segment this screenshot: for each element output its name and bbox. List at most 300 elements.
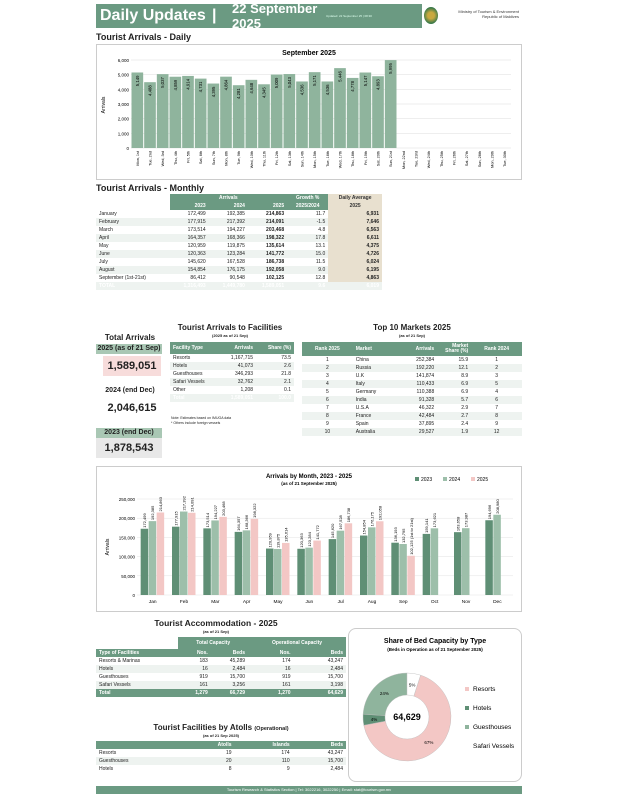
x-tick-label: Sep: [399, 600, 408, 605]
title-separator: |: [212, 7, 217, 24]
table-row-cell: 135,614: [266, 243, 285, 249]
legend-label: 2025: [477, 477, 489, 483]
table-row-cell: 2.9: [461, 405, 469, 411]
bar: [203, 528, 211, 595]
bar: [368, 527, 376, 595]
table-row-cell: U.K: [355, 373, 365, 379]
atolls-title-text: Tourist Facilities by Atolls: [153, 723, 253, 732]
table-row-cell: 102,125: [266, 275, 285, 281]
bar: [329, 539, 337, 595]
table-row-cell: 4,375: [328, 242, 382, 250]
data-label: 5,446: [337, 71, 343, 82]
y-tick-label: 0: [126, 146, 129, 151]
table-total-row-cell: 1,589,051: [248, 282, 287, 290]
y-axis-label: Arrivals: [101, 96, 107, 114]
table-row-cell: 3: [325, 373, 329, 379]
data-label: 4,395: [210, 86, 216, 98]
data-label: 141,772: [314, 525, 320, 540]
table-row: [302, 404, 522, 412]
table-row: [96, 749, 346, 757]
y-tick-label: 5,000: [117, 72, 129, 78]
bar: [376, 521, 384, 595]
data-label: 198,322: [252, 503, 258, 518]
table-row: [96, 665, 346, 673]
table-total-row-cell: 1,589,051: [219, 394, 256, 402]
table-row-cell: 1,167,715: [230, 355, 254, 361]
table-row-cell: 164,357: [170, 234, 209, 242]
legend-swatch: [465, 744, 469, 748]
x-tick-label: Dec: [493, 600, 502, 605]
facility-type-col: Type of Facilities: [96, 649, 178, 657]
data-label: 217,392: [181, 496, 187, 511]
bar: [345, 523, 353, 595]
table-total-row-cell: 1,449,780: [209, 282, 248, 290]
footer: Tourism Research & Statistics Section | Tel: 3022216, 3022250 | Email: stat@tourism.gov.mv: [96, 786, 522, 794]
market-header: Market: [353, 342, 397, 356]
table-total-row-cell: 100.0: [256, 394, 294, 402]
data-label: 4,731: [198, 81, 204, 93]
y-tick-label: 100,000: [118, 554, 135, 560]
data-label: 4,859: [172, 79, 178, 91]
x-tick-label: Mar: [211, 600, 220, 605]
x-tick-label: Fri, 12th: [275, 151, 280, 165]
table-row: [170, 354, 294, 362]
table-row-cell: 8.9: [461, 373, 469, 379]
data-label: 173,987: [463, 512, 469, 528]
table-row-cell: 2.6: [256, 362, 294, 370]
table-row: [170, 370, 294, 378]
x-tick-label: Thu, 11th: [262, 151, 267, 167]
daily-average-header: Daily Average: [328, 194, 382, 202]
table-row-cell: 4.8: [318, 227, 326, 233]
data-label: 214,091: [189, 497, 195, 512]
table-row: [302, 396, 522, 404]
table-row-cell: 192,385: [226, 211, 245, 217]
x-tick-label: Sun, 14th: [300, 151, 305, 168]
legend-label: Hotels: [473, 705, 492, 712]
data-label: 194,696: [486, 504, 492, 520]
table-row-cell: 252,384: [416, 357, 435, 363]
data-label: 5,171: [312, 75, 318, 86]
table-total-row-cell: Total: [96, 689, 178, 697]
table-row-cell: 11.7: [315, 211, 326, 217]
data-label: 120,959: [267, 533, 273, 548]
table-row-cell: 12.1: [437, 364, 471, 372]
bar: [431, 528, 439, 595]
data-label: 4,536: [324, 84, 330, 96]
slice-label: 24%: [379, 690, 389, 696]
table-row: [96, 266, 382, 274]
data-label: 123,284: [306, 532, 312, 547]
daily-average-year: 2025: [328, 202, 382, 210]
table-row-cell: 4,863: [328, 274, 382, 282]
data-label: 4,864: [223, 79, 229, 91]
bar: [399, 544, 407, 595]
table-row-cell: Hotels: [99, 766, 114, 772]
data-label: 173,514: [204, 512, 210, 528]
bar: [180, 512, 188, 595]
x-tick-label: Wed, 17th: [338, 151, 343, 169]
table-row-cell: 6,931: [328, 210, 382, 218]
table-row-cell: Germany: [355, 389, 377, 395]
x-tick-label: Sun, 21st: [389, 151, 394, 168]
table-row-cell: 154,854: [170, 266, 209, 274]
data-label: 5,147: [362, 75, 368, 87]
bar: [141, 529, 149, 595]
facility-share-header: Share (%): [256, 342, 294, 354]
x-tick-label: Thu, 4th: [173, 151, 178, 165]
y-tick-label: 3,000: [117, 102, 129, 107]
chart-title: Arrivals by Month, 2023 - 2025: [265, 474, 353, 480]
markets-title: Top 10 Markets 2025: [373, 323, 451, 332]
table-row: [96, 657, 346, 665]
bar: [297, 549, 305, 595]
monthly-table: [96, 194, 382, 290]
bar: [493, 515, 501, 595]
data-label: 192,058: [377, 505, 383, 521]
table-row-cell: Guesthouses: [96, 757, 185, 765]
table-row-cell: 10: [302, 428, 353, 436]
year-2024-header: 2024: [209, 202, 248, 210]
table-row-cell: Spain: [355, 421, 369, 427]
data-label: 120,363: [298, 533, 304, 548]
table-row-cell: 110,433: [397, 380, 438, 388]
data-label: 136,193: [392, 527, 398, 542]
x-tick-label: Apr: [242, 600, 251, 605]
chart-title: September 2025: [282, 50, 336, 57]
table-row-cell: 3: [495, 373, 498, 379]
monthly-chart-panel: [96, 466, 522, 612]
x-tick-label: Fri, 19th: [363, 151, 368, 165]
table-row-cell: 174: [281, 750, 290, 756]
table-row-cell: Guesthouses: [173, 371, 203, 377]
x-tick-label: Mon, 29th: [490, 151, 495, 168]
table-row-cell: April: [96, 234, 170, 242]
chart-subtitle: (Beds in Operation as of 21 September 2025): [387, 647, 483, 652]
legend-swatch: [465, 706, 469, 710]
bar: [243, 530, 251, 595]
pie-chart-panel: [348, 628, 522, 782]
data-label: 4,536: [299, 84, 305, 96]
x-tick-label: Jan: [148, 600, 157, 605]
table-row-cell: 4,726: [328, 250, 382, 258]
monthly-arrivals-chart: [97, 467, 521, 611]
operational-capacity-header: Operational Capacity: [248, 637, 346, 649]
table-row: [302, 380, 522, 388]
table-row-cell: 32,762: [219, 378, 256, 386]
x-tick-label: Thu, 18th: [351, 151, 356, 168]
table-row-cell: 5: [471, 380, 522, 388]
table-row: [96, 218, 382, 226]
accommodation-table: [96, 637, 346, 697]
legend-label: Guesthouses: [473, 724, 512, 731]
total-2023-label: 2023 (end Dec): [96, 428, 162, 438]
table-row-cell: 1.9: [437, 428, 471, 436]
y-tick-label: 4,000: [117, 87, 129, 93]
table-row-cell: 174: [282, 658, 291, 664]
x-tick-label: Sat, 13th: [287, 151, 292, 167]
ministry-block: [422, 4, 522, 28]
table-row-cell: 123,284: [209, 250, 248, 258]
table-row-cell: 29,527: [397, 428, 438, 436]
table-total-row-cell: 6,019: [328, 282, 382, 290]
x-tick-label: Fri, 26th: [452, 151, 457, 165]
atolls-beds-header: Beds: [293, 741, 346, 749]
table-row-cell: 198,322: [248, 234, 287, 242]
table-row-cell: 6,024: [328, 258, 382, 266]
x-tick-label: Fri, 5th: [186, 151, 191, 163]
table-row-cell: Guesthouses: [99, 674, 129, 680]
table-row-cell: 5: [325, 389, 329, 395]
atolls-subtitle: (as of 21 Sep 2025): [202, 733, 240, 738]
rank-2024-header: Rank 2024: [471, 342, 522, 356]
table-row-cell: 183: [199, 658, 208, 664]
table-row: [96, 250, 382, 258]
markets-subtitle: (as of 21 Sep): [398, 333, 425, 338]
data-label: 5,149: [134, 75, 140, 87]
table-row-cell: 161: [178, 681, 210, 689]
x-tick-label: Mon, 1st: [135, 151, 140, 166]
atolls-table: [96, 741, 346, 773]
table-row-cell: 19: [225, 750, 232, 756]
bed-capacity-pie-chart: [349, 629, 521, 781]
table-row-cell: 86,412: [190, 275, 206, 281]
table-row-cell: 1,208: [240, 387, 254, 393]
table-row-cell: Safari Vessels: [170, 378, 219, 386]
bar: [219, 517, 227, 595]
table-row-cell: 110,388: [416, 389, 435, 395]
data-label: 145,620: [330, 523, 336, 539]
table-row-cell: 43,247: [327, 750, 343, 756]
monthly-section-title: Tourist Arrivals - Monthly: [96, 183, 205, 193]
table-row-cell: Resorts & Marinas: [99, 658, 141, 664]
table-row-cell: France: [353, 412, 397, 420]
table-row: [302, 428, 522, 436]
market-arrivals-header: Arrivals: [397, 342, 438, 356]
table-row-cell: 6.9: [437, 380, 471, 388]
data-label: 132,795: [400, 528, 406, 544]
total-2025-label: 2025 (as of 21 Sep): [97, 345, 161, 352]
total-2024-value: 2,046,615: [103, 398, 161, 418]
legend-swatch: [465, 687, 469, 691]
table-row: [302, 372, 522, 380]
table-row-cell: 6,563: [328, 226, 382, 234]
table-row-cell: 177,915: [170, 218, 209, 226]
table-row-cell: 6.9: [461, 389, 469, 395]
bar: [172, 527, 180, 595]
table-row-cell: 2.4: [461, 421, 469, 427]
table-row-cell: 42,484: [397, 412, 438, 420]
bar: [454, 532, 462, 595]
table-row-cell: 9: [325, 421, 329, 427]
table-row-cell: Safari Vessels: [96, 681, 178, 689]
data-label: 186,738: [346, 507, 352, 523]
y-tick-label: 150,000: [118, 535, 135, 541]
table-row-cell: March: [99, 227, 113, 233]
table-total-row-cell: 1,270: [248, 689, 294, 697]
table-row-cell: 17.8: [287, 234, 328, 242]
rank-2025-header: Rank 2025: [302, 342, 353, 356]
year-2023-header: 2023: [170, 202, 209, 210]
table-total-row: [96, 689, 346, 697]
x-tick-label: Aug: [367, 600, 377, 605]
table-row-cell: 8: [471, 412, 522, 420]
table-row-cell: 919: [199, 674, 208, 680]
y-tick-label: 0: [132, 593, 135, 598]
x-tick-label: Sun, 28th: [477, 151, 482, 168]
table-row-cell: 192,220: [397, 364, 438, 372]
table-row-cell: 167,528: [226, 259, 245, 265]
total-arrivals-title: Total Arrivals: [104, 333, 156, 342]
table-row: [96, 757, 346, 765]
bar: [360, 536, 368, 595]
x-tick-label: Wed, 10th: [249, 151, 254, 169]
year-2025-header: 2025: [248, 202, 287, 210]
table-row-cell: 15,700: [293, 757, 346, 765]
table-row-cell: 161: [248, 681, 294, 689]
table-total-row-cell: TOTAL: [96, 282, 170, 290]
y-axis-label: Arrivals: [105, 538, 111, 556]
atolls-title-qualifier: (Operational): [254, 726, 289, 732]
x-tick-label: Sun, 7th: [211, 151, 216, 166]
table-row-cell: 16: [178, 665, 210, 673]
table-row-cell: 3,256: [211, 681, 248, 689]
table-row-cell: 141,772: [248, 250, 287, 258]
x-tick-label: Wed, 3rd: [161, 151, 166, 167]
table-total-row: [96, 282, 382, 290]
table-row-cell: 21.8: [281, 371, 291, 377]
oper-nos-header: Nos.: [248, 649, 294, 657]
data-label: 164,357: [236, 516, 242, 531]
table-row-cell: June: [96, 250, 170, 258]
data-label: 5,043: [286, 77, 292, 88]
table-row: [302, 364, 522, 372]
table-row-cell: 192,058: [248, 266, 287, 274]
daily-arrivals-chart: [97, 45, 521, 179]
data-label: 4,488: [147, 85, 153, 96]
table-row-cell: 141,874: [416, 373, 435, 379]
table-total-row-cell: 1,279: [178, 689, 210, 697]
table-row-cell: 45,289: [229, 658, 246, 664]
slice-label: 67%: [424, 739, 434, 745]
bar: [337, 531, 345, 595]
table-row-cell: -1.5: [287, 218, 328, 226]
table-total-row-cell: 1,316,493: [170, 282, 209, 290]
table-row-cell: 2,484: [294, 665, 346, 673]
table-row-cell: 15,700: [229, 674, 246, 680]
table-row-cell: 1: [325, 357, 329, 363]
table-row-cell: 15.0: [287, 250, 328, 258]
data-label: 5,037: [160, 77, 166, 88]
markets-table: [302, 342, 522, 436]
table-row-cell: Hotels: [96, 665, 178, 673]
table-row-cell: 8: [228, 766, 232, 772]
table-row-cell: February: [96, 218, 170, 226]
data-label: 4,648: [248, 82, 254, 94]
total-nos-header: Nos.: [178, 649, 210, 657]
table-row-cell: Other: [173, 387, 186, 393]
table-row: [96, 765, 346, 773]
ministry-name: Ministry of Tourism & Environment: [458, 9, 519, 14]
table-total-row-cell: 9.6: [287, 282, 328, 290]
y-tick-label: 250,000: [118, 497, 135, 502]
table-row-cell: 15,700: [327, 674, 343, 680]
bar: [235, 532, 243, 595]
table-row-cell: 214,863: [266, 211, 285, 217]
table-row-cell: 9: [495, 421, 498, 427]
total-2025-value: 1,589,051: [103, 356, 161, 376]
table-row-cell: 186,738: [266, 259, 285, 265]
data-label: 192,385: [150, 505, 156, 521]
bar: [211, 520, 219, 595]
table-row-cell: January: [99, 211, 117, 217]
x-tick-label: Mon, 22nd: [401, 151, 406, 169]
x-tick-label: May: [273, 600, 283, 605]
table-row: [302, 356, 522, 364]
table-row-cell: China: [355, 357, 369, 363]
table-row-cell: 73.5: [281, 355, 291, 361]
legend-swatch: [465, 725, 469, 729]
data-label: 172,499: [142, 513, 148, 528]
slice-label: 5%: [408, 682, 416, 688]
table-row-cell: India: [353, 396, 397, 404]
table-row-cell: 194,227: [226, 227, 245, 233]
bar: [407, 556, 415, 595]
table-total-row-cell: 64,629: [294, 689, 346, 697]
table-row-cell: 2: [471, 364, 522, 372]
table-row-cell: 120,363: [170, 250, 209, 258]
legend-label: Resorts: [473, 686, 496, 693]
table-row-cell: 172,499: [187, 211, 206, 217]
data-label: 5,009: [274, 77, 280, 89]
page-title: Daily Updates: [100, 7, 206, 24]
x-tick-label: Tue, 23rd: [414, 151, 419, 168]
legend-swatch: [415, 477, 419, 481]
slice-label: 4%: [370, 717, 378, 723]
table-row-cell: May: [99, 243, 109, 249]
table-row-cell: Resorts: [173, 355, 191, 361]
x-tick-label: Wed, 24th: [427, 151, 432, 169]
data-label: 4,778: [350, 80, 356, 92]
table-row-cell: 214,091: [248, 218, 287, 226]
table-row-cell: 4: [302, 380, 353, 388]
table-row-cell: 2: [302, 364, 353, 372]
data-label: 102,125 (1st to 21st): [408, 518, 414, 555]
x-tick-label: Mon, 8th: [224, 151, 229, 166]
x-tick-label: Sat, 20th: [376, 151, 381, 167]
bar: [282, 543, 290, 595]
emblem-icon: [424, 7, 438, 24]
table-row-cell: 12.8: [315, 275, 326, 281]
bar: [266, 549, 274, 595]
table-row-cell: 110: [235, 757, 293, 765]
table-row-cell: 13.1: [315, 243, 326, 249]
table-row-cell: Australia: [353, 428, 397, 436]
data-label: 168,366: [244, 514, 250, 530]
data-label: 214,863: [158, 497, 164, 512]
x-tick-label: Sat, 6th: [199, 151, 204, 165]
atolls-title: [96, 723, 346, 732]
accommodation-title: Tourist Accommodation - 2025: [154, 618, 278, 628]
legend-label: Safari Vessels: [473, 743, 515, 750]
table-row-cell: 90,548: [229, 275, 245, 281]
x-tick-label: Tue, 2nd: [148, 151, 153, 166]
table-row: [302, 412, 522, 420]
bar: [188, 513, 196, 595]
facilities-subtitle: (2025 as of 21 Sep): [211, 333, 249, 338]
x-tick-label: Thu, 25th: [439, 151, 444, 168]
growth-header: Growth %: [287, 194, 328, 202]
